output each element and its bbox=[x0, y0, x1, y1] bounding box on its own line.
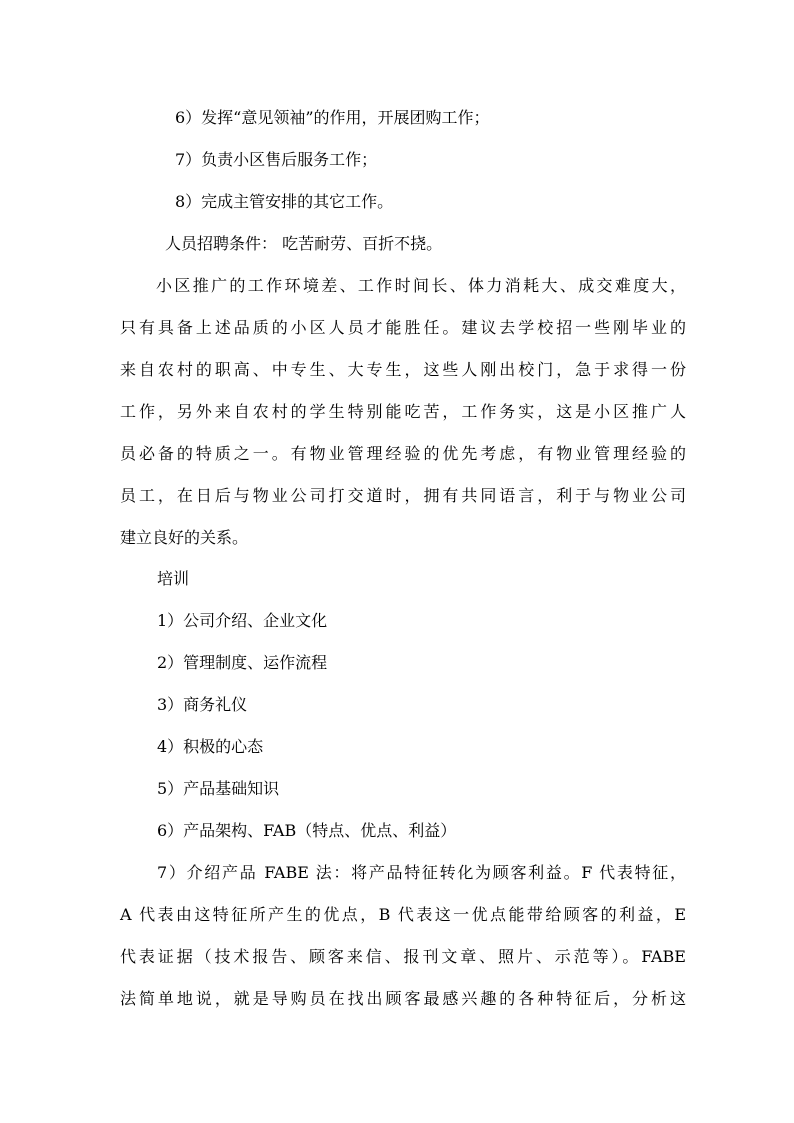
training-heading: 培训 bbox=[157, 569, 190, 588]
training-item-4: 4）积极的心态 bbox=[157, 737, 264, 756]
training-item-5: 5）产品基础知识 bbox=[157, 779, 280, 798]
paragraph-line: 建立良好的关系。 bbox=[120, 528, 249, 547]
duty-item-7: 7）负责小区售后服务工作； bbox=[175, 150, 378, 169]
duty-item-8: 8）完成主管安排的其它工作。 bbox=[175, 192, 394, 211]
paragraph-line: 工作，另外来自农村的学生特别能吃苦，工作务实，这是小区推广人 bbox=[120, 402, 686, 421]
training-item-2: 2）管理制度、运作流程 bbox=[157, 653, 328, 672]
paragraph-line: A 代表由这特征所产生的优点，B 代表这一优点能带给顾客的利益，E bbox=[120, 905, 686, 924]
recruitment-paragraph bbox=[120, 276, 686, 548]
paragraph-line: 代表证据（技术报告、顾客来信、报刊文章、照片、示范等）。FABE bbox=[120, 947, 686, 966]
paragraph-line: 来自农村的职高、中专生、大专生，这些人刚出校门，急于求得一份 bbox=[120, 360, 686, 379]
training-item-3: 3）商务礼仪 bbox=[157, 695, 248, 714]
paragraph-line: 小区推广的工作环境差、工作时间长、体力消耗大、成交难度大， bbox=[156, 276, 686, 295]
fabe-paragraph bbox=[120, 863, 686, 1009]
paragraph-line: 员必备的特质之一。有物业管理经验的优先考虑，有物业管理经验的 bbox=[120, 444, 686, 463]
paragraph-line: 员工，在日后与物业公司打交道时，拥有共同语言，利于与物业公司 bbox=[120, 486, 686, 505]
duty-item-6: 6）发挥“意见领袖”的作用，开展团购工作； bbox=[175, 108, 490, 127]
paragraph-line: 法简单地说，就是导购员在找出顾客最感兴趣的各种特征后，分析这 bbox=[120, 989, 686, 1008]
paragraph-line: 只有具备上述品质的小区人员才能胜任。建议去学校招一些刚毕业的 bbox=[120, 318, 686, 337]
training-item-1: 1）公司介绍、企业文化 bbox=[157, 611, 328, 630]
recruitment-requirements: 人员招聘条件： 吃苦耐劳、百折不挠。 bbox=[165, 234, 443, 253]
training-item-6: 6）产品架构、FAB（特点、优点、利益） bbox=[157, 821, 457, 840]
paragraph-line: 7）介绍产品 FABE 法：将产品特征转化为顾客利益。F 代表特征， bbox=[157, 863, 686, 882]
